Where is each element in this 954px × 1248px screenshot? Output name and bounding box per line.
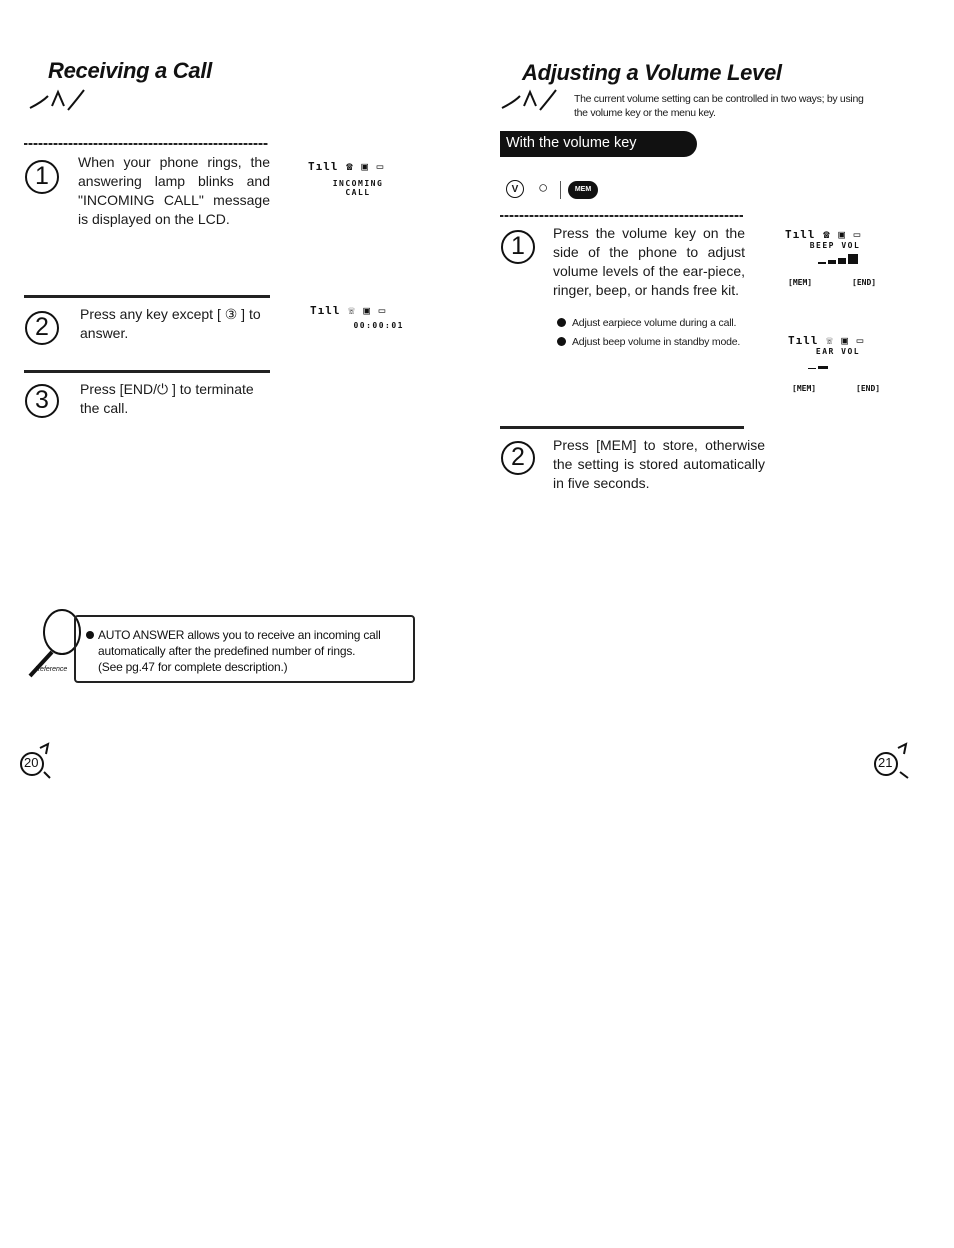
key-separator (560, 181, 561, 199)
page-number-21: 21 (878, 755, 893, 770)
key-sequence (506, 178, 606, 202)
lcd-status-icons: Tıll ☎ ▣ ▭ (785, 228, 862, 241)
divider (500, 215, 743, 217)
lcd-line-2: CALL (345, 188, 371, 197)
step-1-text: Press the volume key on the side of the phone to adjust volume levels of the ear-piece, ringer, beep, or hands free kit. (553, 225, 745, 298)
step-number-1: 1 (25, 160, 59, 194)
intro-line-1: The current volume setting can be controlled in two ways; by using (574, 93, 864, 105)
page-number-20: 20 (24, 755, 39, 770)
lcd-beep-volume (785, 228, 885, 250)
bullet-dot-icon (557, 337, 566, 346)
lcd-call-timer (310, 304, 410, 330)
intro-text (574, 92, 864, 120)
section-banner: With the volume key (500, 131, 697, 157)
volume-bar-2 (828, 260, 836, 264)
reference-box (74, 615, 415, 683)
ok-key-icon: ○ (538, 178, 549, 197)
bullet-2: Adjust beep volume in standby mode. (557, 336, 740, 348)
step-2-text: Press [MEM] to store, otherwise the setting is stored automatically in five seconds. (553, 437, 765, 491)
lcd-status-icons: Tıll ☏ ▣ ▭ (310, 304, 387, 317)
volume-bar-1 (808, 368, 816, 369)
reference-label: Reference (35, 666, 68, 673)
reference-line-2: automatically after the predefined number of rings. (98, 644, 356, 658)
divider (24, 143, 268, 145)
lcd-timer: 00:00:01 (353, 321, 404, 330)
page-title-volume: Adjusting a Volume Level (522, 60, 782, 85)
decorative-swirl-icon (500, 84, 560, 114)
softkey-mem[interactable]: [MEM] (788, 278, 813, 287)
divider (24, 370, 270, 373)
volume-bar-3 (838, 258, 846, 264)
lcd-incoming-call (308, 160, 408, 197)
bullet-dot-icon (557, 318, 566, 327)
decorative-swirl-icon (28, 84, 88, 114)
step-number-1: 1 (501, 230, 535, 264)
step-number-3: 3 (25, 384, 59, 418)
reference-line-3: (See pg.47 for complete description.) (98, 660, 288, 674)
lcd-line-1: INCOMING (332, 179, 384, 188)
volume-bar-2 (818, 366, 828, 369)
divider (500, 426, 744, 429)
step-number-2: 2 (25, 311, 59, 345)
lcd-line-1: BEEP VOL (809, 241, 861, 250)
softkey-mem[interactable]: [MEM] (792, 384, 817, 393)
divider (24, 295, 270, 298)
softkey-end[interactable]: [END] (852, 278, 877, 287)
reference-line-1: AUTO ANSWER allows you to receive an incoming call (86, 627, 381, 643)
volume-bar-1 (818, 262, 826, 264)
step-3-text: Press [END/⏻ ] to terminate the call. (80, 381, 254, 416)
lcd-status-icons: Tıll ☏ ▣ ▭ (788, 334, 865, 347)
bullet-1: Adjust earpiece volume during a call. (557, 317, 736, 329)
step-2-text: Press any key except [ ③ ] to answer. (80, 306, 261, 341)
step-number-2: 2 (501, 441, 535, 475)
volume-bar-4 (848, 254, 858, 264)
lcd-ear-volume (788, 334, 888, 356)
lcd-line-1: EAR VOL (815, 347, 861, 356)
mem-key-icon: MEM (568, 181, 598, 199)
softkey-end[interactable]: [END] (856, 384, 881, 393)
step-1-text: When your phone rings, the answering lamp blinks and "INCOMING CALL" message is displayed on the LCD. (78, 154, 270, 227)
lcd-status-icons: Tıll ☎ ▣ ▭ (308, 160, 385, 173)
page-title-receiving: Receiving a Call (48, 58, 212, 83)
volume-key-icon: V (506, 180, 524, 198)
intro-line-2: the volume key or the menu key. (574, 107, 716, 119)
